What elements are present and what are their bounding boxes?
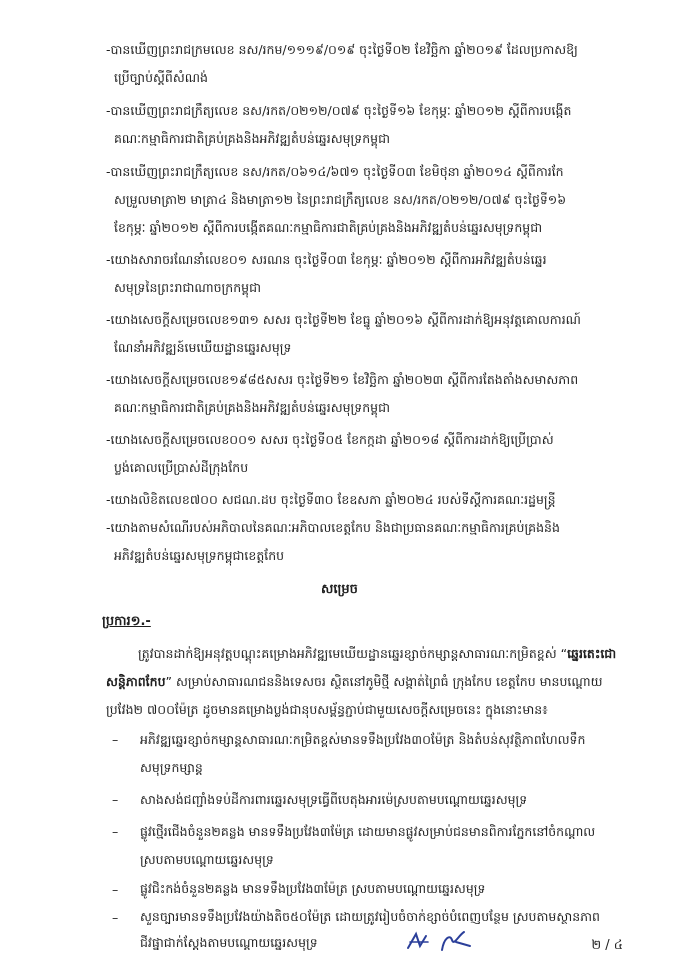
preamble-line: សមុទ្រនៃព្រះរាជាណាចក្រកម្ពុជា — [114, 280, 261, 295]
preamble-line: -បានឃើញព្រះរាជក្រឹត្យលេខ នស/រកត/០៦១៤/៦៧១ ចុះថ្ងៃទី០៣ ខែមិថុនា ឆ្នាំ២០១៤ ស្តីពីការកែ — [106, 164, 564, 179]
list-item-dash: – — [112, 824, 119, 839]
project-name-part1: ឆ្នេរតេះជោ — [567, 646, 617, 661]
preamble-line: ខែកុម្ភៈ ឆ្នាំ២០១២ ស្តីពីការបង្កើតគណៈកម្មាធិការជាតិគ្រប់គ្រងនិងអភិវឌ្ឍតំបន់ឆ្នេរសមុទ្រកម្ពុជា — [114, 220, 543, 235]
preamble-line: ណែនាំអភិវឌ្ឍន៍មេឃើយដ្ឋានឆ្នេរសមុទ្រ — [114, 340, 292, 355]
preamble-line: -យោងលិខិតលេខ៧០០ សជណ.ដប ចុះថ្ងៃទី៣០ ខែឧសភា ឆ្នាំ២០២៤ របស់ទីស្តីការគណៈរដ្ឋមន្ត្រី — [106, 492, 556, 507]
list-item: សមុទ្រកម្សាន្ត — [140, 760, 203, 775]
project-name-part2: សន្តិភាពកែប — [106, 674, 166, 689]
list-item: ស្របតាមបណ្តោយឆ្នេរសមុទ្រ — [140, 852, 274, 867]
page-number: ២ / ៤ — [591, 938, 623, 953]
decision-heading: សម្រេច — [321, 582, 358, 597]
list-item: ជីវផ្នាជាក់ស្តែងតាមបណ្តោយឆ្នេរសមុទ្រ — [140, 935, 318, 950]
list-item: ផ្លូវថ្មើរជើងចំនួន២គន្លង មានទទឹងប្រវែង៣ម៉ែត្រ ដោយមានផ្លូវសម្រាប់ជនមានពិការភ្នែកនៅចំកណ្តាល — [140, 824, 596, 839]
preamble-line: គណៈកម្មាធិការជាតិគ្រប់គ្រងនិងអភិវឌ្ឍតំបន់ឆ្នេរសមុទ្រកម្ពុជា — [114, 400, 390, 415]
preamble-line: -យោងតាមសំណើរបស់អភិបាលនៃគណៈអភិបាលខេត្តកែប និងជាប្រធានគណៈកម្មាធិការគ្រប់គ្រងនិង — [106, 520, 560, 535]
article-body-line — [138, 640, 616, 668]
article-body-line — [106, 668, 603, 696]
preamble-line: -យោងសេចក្តីសម្រេចលេខ១៩៨៥សសរ ចុះថ្ងៃទី២១ ខែវិច្ឆិកា ឆ្នាំ២០២៣ ស្តីពីការតែងតាំងសមាសភាព — [106, 372, 579, 387]
signature-initials — [404, 928, 476, 954]
preamble-line: -បានឃើញព្រះរាជក្រមលេខ នស/រកម/១១១៩/០១៩ ចុះថ្ងៃទី០២ ខែវិច្ឆិកា ឆ្នាំ២០១៩ ដែលប្រកាសឱ្យ — [106, 42, 578, 57]
preamble-line: គណៈកម្មាធិការជាតិគ្រប់គ្រងនិងអភិវឌ្ឍតំបន់ឆ្នេរសមុទ្រកម្ពុជា — [114, 131, 390, 146]
preamble-line: -យោងសារាចរណែនាំលេខ០១ សរណន ចុះថ្ងៃទី០៣ ខែកុម្ភៈ ឆ្នាំ២០១២ ស្តីពីការអភិវឌ្ឍតំបន់ឆ្នេរ — [106, 252, 547, 267]
list-item: អភិវឌ្ឍឆ្នេរខ្សាច់កម្សាន្តសាធារណៈកម្រិតខ្ពស់មានទទឹងប្រវែង៣០ម៉ែត្រ និងតំបន់សុវត្ថិភាពហែលទឹក — [140, 732, 586, 747]
preamble-line: -បានឃើញព្រះរាជក្រឹត្យលេខ នស/រកត/០២១២/០៧៩ ចុះថ្ងៃទី១៦ ខែកុម្ភៈ ឆ្នាំ២០១២ ស្តីពីការបង្កើត — [106, 103, 572, 118]
list-item-dash: – — [112, 882, 119, 897]
article-body-text: ” សម្រាប់សាធារណជននិងទេសចរ ស្ថិតនៅភូមិថ្មី សង្កាត់ព្រៃធំ ក្រុងកែប ខេត្តកែប មានបណ្តោយ — [165, 674, 603, 689]
list-item: សាងសង់ជញ្ជាំងទប់ដីការពារឆ្នេរសមុទ្រធ្វើពីបេតុងអារម៉េស្របតាមបណ្តោយឆ្នេរសមុទ្រ — [140, 792, 528, 807]
article-body-text: ត្រូវបានដាក់ឱ្យអនុវត្តបណ្តុះគម្រោងអភិវឌ្ឍមេឃើយដ្ឋានឆ្នេរខ្សាច់កម្សាន្តសាធារណៈកម្រិតខ្ពស់ “ — [138, 646, 568, 661]
preamble-line: ប្លង់គោលប្រើប្រាស់ដីក្រុងកែប — [114, 460, 249, 475]
article-heading: ប្រការ១.- — [102, 614, 151, 629]
list-item: ផ្លូវជិះកង់ចំនួន២គន្លង មានទទឹងប្រវែង៣ម៉ែត្រ ស្របតាមបណ្តោយឆ្នេរសមុទ្រ — [140, 881, 486, 896]
preamble-line: ប្រើច្បាប់ស្តីពីសំណង់ — [114, 70, 208, 85]
preamble-line: -យោងសេចក្តីសម្រេចលេខ១៣១ សសរ ចុះថ្ងៃទី២២ ខែធ្នូ ឆ្នាំ២០១៦ ស្តីពីការដាក់ឱ្យអនុវត្តគោលការណ៍ — [106, 312, 581, 327]
list-item-dash: – — [112, 792, 119, 807]
preamble-line: សម្រួលមាត្រា២ មាត្រា៤ និងមាត្រា១២ នៃព្រះរាជក្រឹត្យលេខ នស/រកត/០២១២/០៧៩ ចុះថ្ងៃទី១៦ — [114, 192, 567, 207]
list-item-dash: – — [112, 732, 119, 747]
article-body-line: ប្រវែង២ ៧០០ម៉ែត្រ ដូចមានគម្រោងប្លង់ជានុបសម្ព័ន្ធភ្ជាប់ជាមួយសេចក្តីសម្រេចនេះ ក្នុងនោះមាន៖ — [106, 702, 548, 717]
list-item-dash: – — [112, 910, 119, 925]
preamble-line: អភិវឌ្ឍតំបន់ឆ្នេរសមុទ្រកម្ពុជាខេត្តកែប — [114, 548, 285, 563]
preamble-line: -យោងសេចក្តីសម្រេចលេខ០០១ សសរ ចុះថ្ងៃទី០៥ ខែកក្កដា ឆ្នាំ២០១៨ ស្តីពីការដាក់ឱ្យប្រើប្រាស់ — [106, 432, 554, 447]
list-item: សួនច្បារមានទទឹងប្រវែងយ៉ាងតិច៥០ម៉ែត្រ ដោយត្រូវរៀបចំចាក់ខ្សាច់បំពេញបន្ថែម ស្របតាមស្ថានភាព — [140, 909, 600, 924]
